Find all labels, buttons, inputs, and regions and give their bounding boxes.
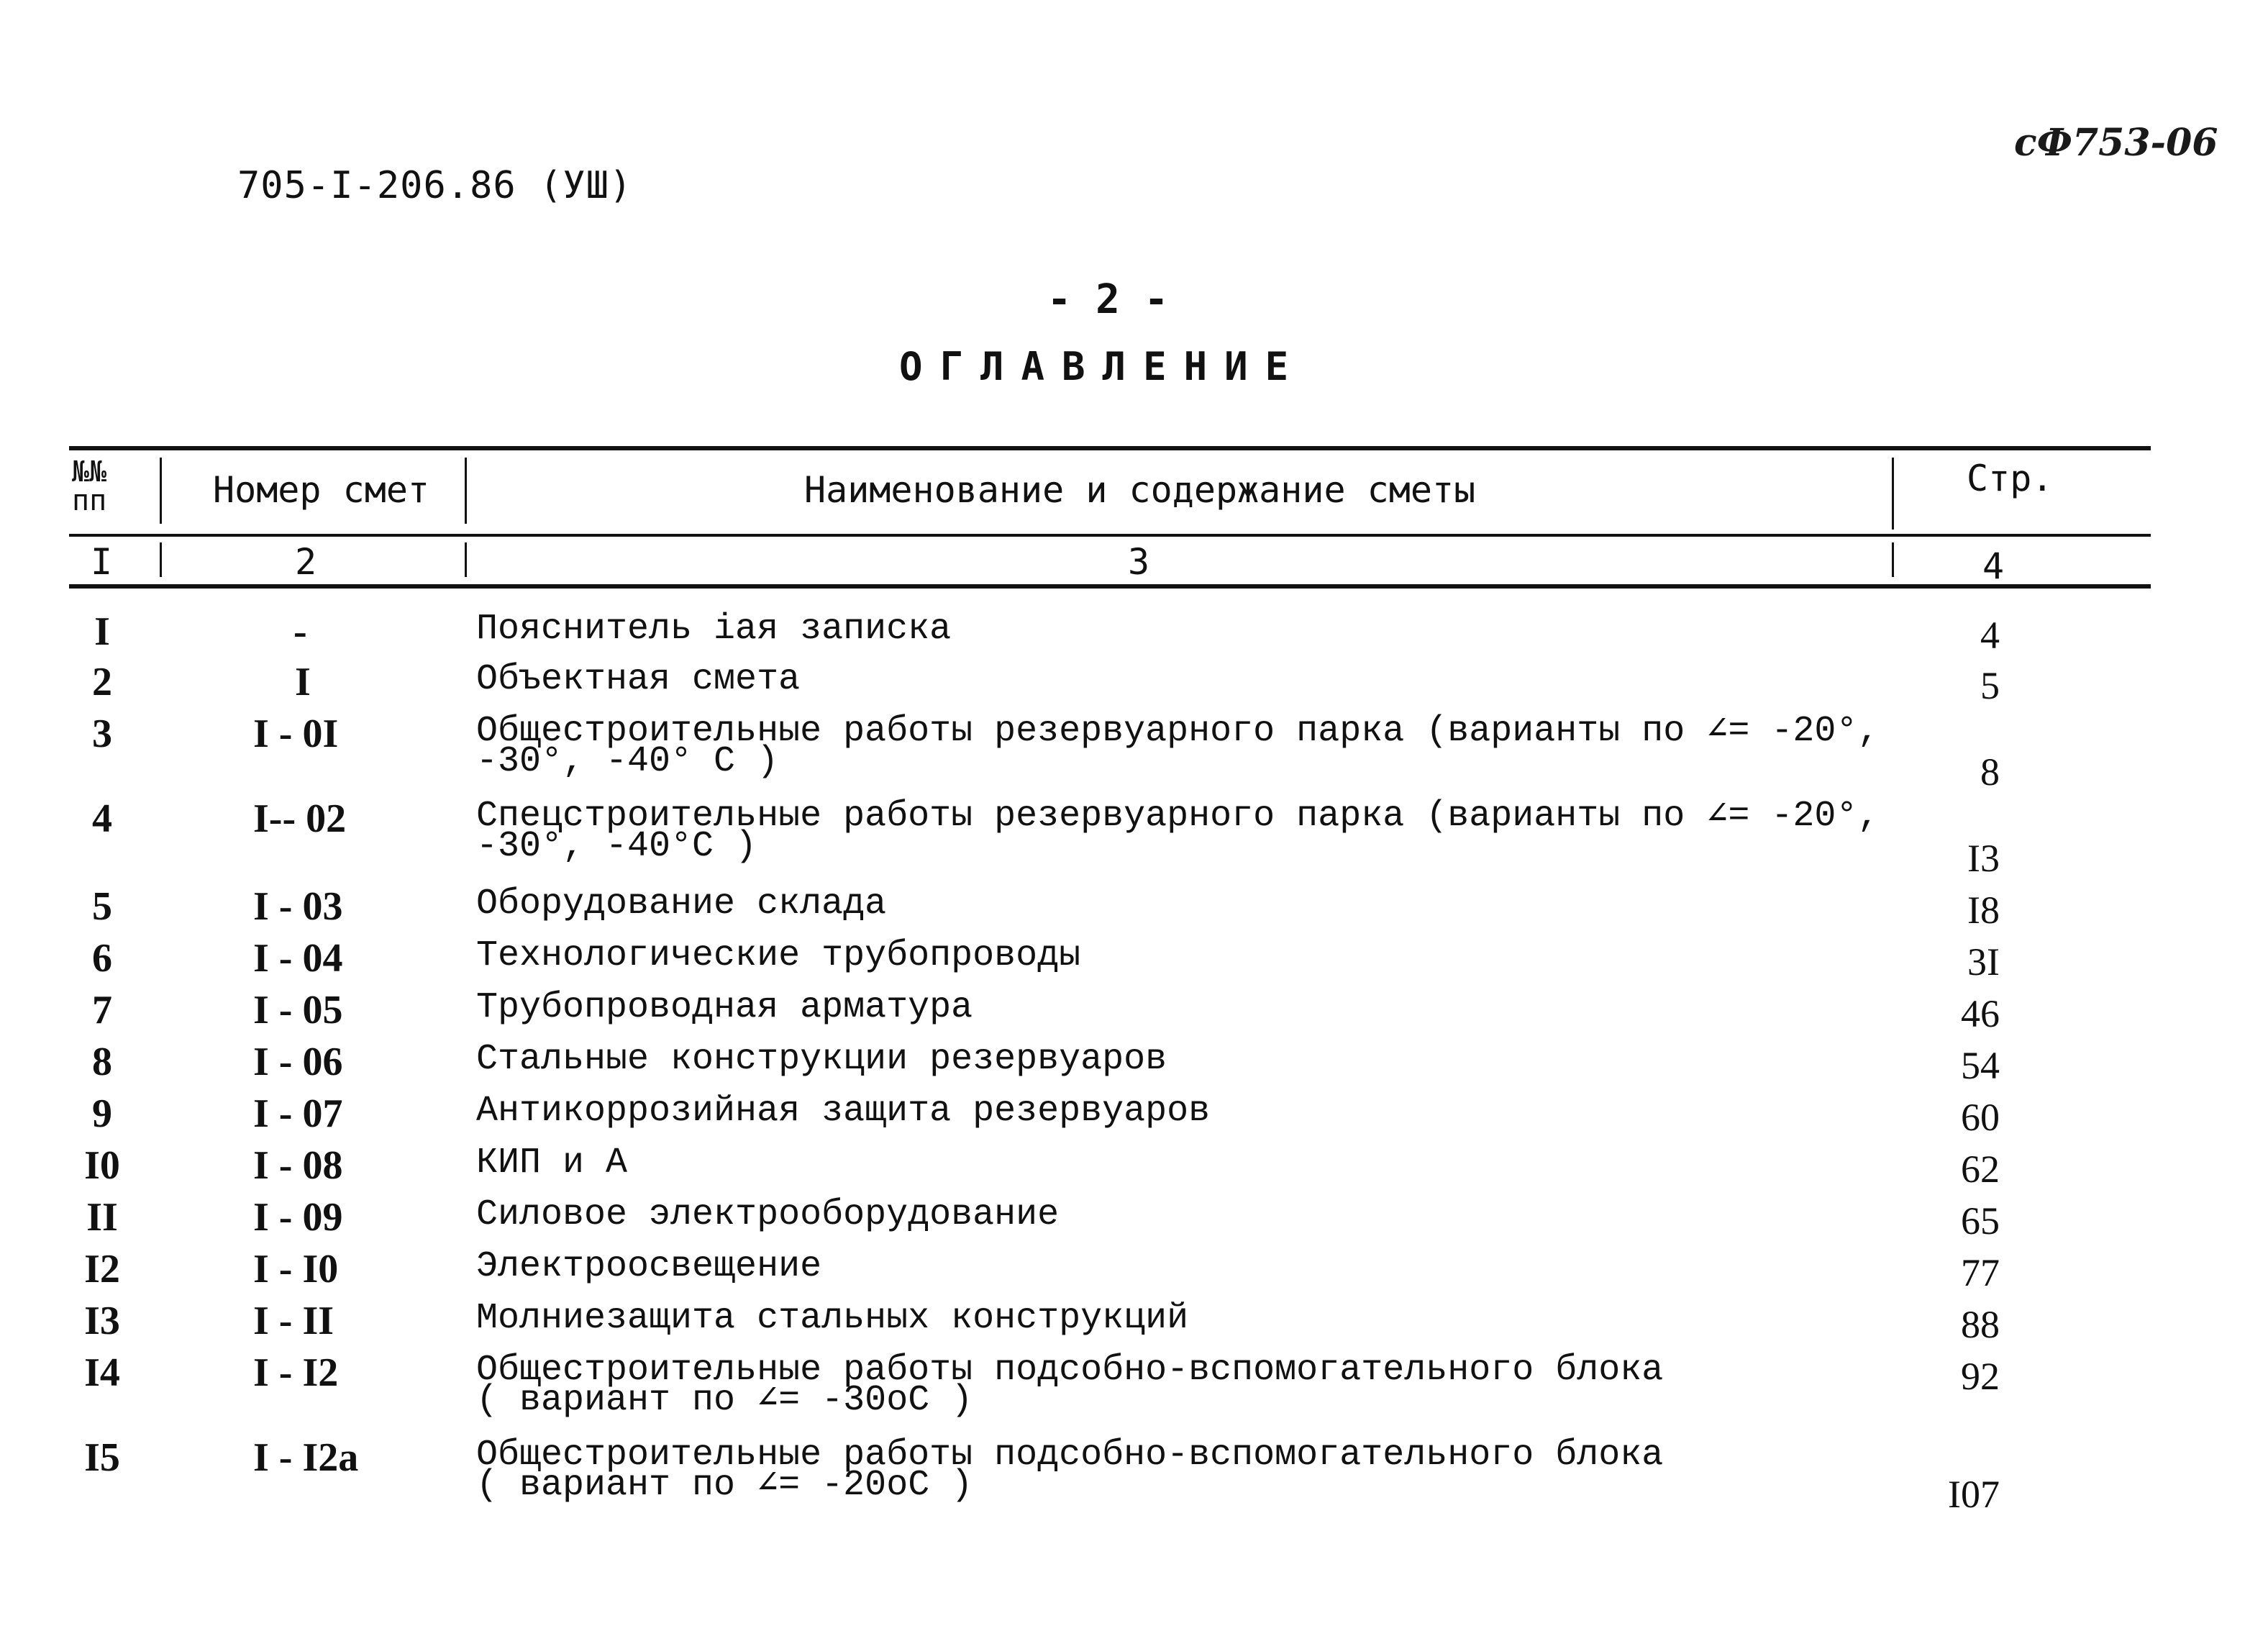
row-title-continuation: -30°, -40°С ) <box>476 826 757 867</box>
row-page: 8 <box>1980 750 2000 794</box>
row-title: Оборудование склада <box>476 883 887 925</box>
row-number: I5 <box>84 1435 120 1480</box>
row-page: 4 <box>1980 614 2000 657</box>
row-estimate-code: I - I2a <box>253 1435 359 1480</box>
colnum-1: I <box>91 541 113 583</box>
row-estimate-code: I-- 02 <box>253 796 347 841</box>
row-number: I2 <box>84 1247 120 1291</box>
colnum-separator <box>1892 542 1894 577</box>
row-page: 3I <box>1967 940 2000 984</box>
row-number: 5 <box>92 884 112 929</box>
page-number: - 2 - <box>1047 276 1169 323</box>
colnum-separator <box>160 542 162 577</box>
row-estimate-code: I - 07 <box>253 1091 343 1136</box>
colnum-separator <box>465 542 467 577</box>
toc-title: ОГЛАВЛЕНИЕ <box>899 344 1306 389</box>
row-page: I8 <box>1967 889 2000 932</box>
row-title: Общестроительные работы подсобно-вспомогательного блока <box>476 1435 1664 1476</box>
row-title: Трубопроводная арматура <box>476 987 973 1028</box>
row-number: 2 <box>92 660 112 704</box>
header-separator <box>465 458 467 524</box>
row-title: Объектная смета <box>476 659 801 700</box>
row-page: I07 <box>1948 1473 2000 1516</box>
row-number: I <box>94 609 110 654</box>
row-estimate-code: I - 09 <box>253 1195 343 1240</box>
archive-stamp: сФ753-06 <box>2014 121 2218 165</box>
row-estimate-code: I - I2 <box>253 1350 339 1395</box>
row-estimate-code: I - 05 <box>253 988 343 1032</box>
row-number: 6 <box>92 936 112 981</box>
row-number: I0 <box>84 1143 120 1188</box>
row-page: 5 <box>1980 664 2000 707</box>
row-estimate-code: I - 04 <box>253 936 343 981</box>
row-estimate-code: I <box>295 660 311 704</box>
row-title: Молниезащита стальных конструкций <box>476 1298 1189 1339</box>
row-page: 77 <box>1961 1251 2000 1294</box>
row-title: КИП и А <box>476 1143 628 1184</box>
row-estimate-code: - <box>293 609 307 654</box>
row-title-continuation: ( вариант по ∠= -30оС ) <box>476 1380 973 1421</box>
document-code: 705-I-206.86 (УШ) <box>237 164 633 207</box>
row-title: Общестроительные работы резервуарного парка (варианты по ∠= -20°, <box>476 711 1880 752</box>
row-page: 46 <box>1961 992 2000 1035</box>
row-title-continuation: -30°, -40° С ) <box>476 741 779 782</box>
row-number: I4 <box>84 1350 120 1395</box>
header-page: Стр. <box>1967 458 2054 499</box>
row-page: 65 <box>1961 1199 2000 1243</box>
row-title: Силовое электрооборудование <box>476 1194 1060 1235</box>
row-estimate-code: I - 06 <box>253 1040 343 1084</box>
colnum-2: 2 <box>295 541 317 583</box>
row-page: 62 <box>1961 1148 2000 1191</box>
row-page: 60 <box>1961 1096 2000 1139</box>
row-number: 4 <box>92 796 112 841</box>
row-estimate-code: I - 0I <box>253 712 339 756</box>
colnum-4: 4 <box>1982 545 2005 587</box>
colnum-3: 3 <box>1128 541 1150 583</box>
row-estimate-code: I - 08 <box>253 1143 343 1188</box>
header-estimate: Номер смет <box>213 469 430 511</box>
row-page: I3 <box>1967 837 2000 880</box>
row-number: 3 <box>92 712 112 756</box>
row-title: Антикоррозийная защита резервуаров <box>476 1091 1211 1132</box>
row-title: Общестроительные работы подсобно-вспомогательного блока <box>476 1350 1664 1391</box>
row-page: 92 <box>1961 1355 2000 1398</box>
row-title: Стальные конструкции резервуаров <box>476 1039 1167 1080</box>
colnum-bottom-rule <box>69 584 2151 589</box>
row-number: I3 <box>84 1299 120 1343</box>
row-number: 7 <box>92 988 112 1032</box>
row-number: II <box>86 1195 118 1240</box>
row-estimate-code: I - 03 <box>253 884 343 929</box>
header-num-label: №№ пп <box>72 455 107 517</box>
row-estimate-code: I - I0 <box>253 1247 339 1291</box>
header-separator <box>160 458 162 524</box>
row-number: 8 <box>92 1040 112 1084</box>
row-title: Спецстроительные работы резервуарного парка (варианты по ∠= -20°, <box>476 796 1880 837</box>
header-num <box>72 455 151 517</box>
row-estimate-code: I - II <box>253 1299 334 1343</box>
header-name: Наименование и содержание сметы <box>804 469 1476 511</box>
row-title: Электроосвещение <box>476 1246 822 1287</box>
row-number: 9 <box>92 1091 112 1136</box>
row-page: 54 <box>1961 1044 2000 1087</box>
row-title: Пояснитель іая записка <box>476 609 952 650</box>
table-top-rule <box>69 446 2151 450</box>
header-separator <box>1892 458 1894 530</box>
header-bottom-rule <box>69 534 2151 537</box>
row-page: 88 <box>1961 1303 2000 1346</box>
row-title-continuation: ( вариант по ∠= -20оС ) <box>476 1465 973 1506</box>
row-title: Технологические трубопроводы <box>476 935 1081 976</box>
